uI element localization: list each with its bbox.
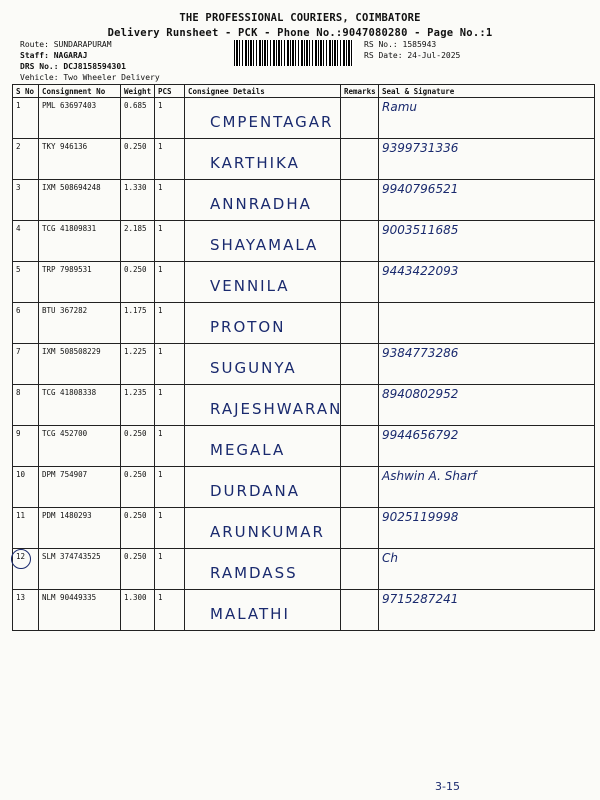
cell-sno-text: 1 — [16, 101, 21, 110]
cell-consignee — [185, 426, 341, 467]
cell-sno-text: 9 — [16, 429, 21, 438]
cell-consignment-no-text: DPM 754907 — [42, 470, 88, 479]
cell-weight-text: 0.250 — [124, 552, 147, 561]
cell-remarks — [341, 549, 379, 590]
col-header-consignment: Consignment No — [39, 85, 121, 98]
table-row — [13, 508, 595, 549]
cell-pcs-text: 1 — [158, 511, 163, 520]
cell-remarks — [341, 344, 379, 385]
cell-sno-text: 3 — [16, 183, 21, 192]
cell-sno-text: 10 — [16, 470, 26, 479]
consignee-name: KARTHIKA — [210, 154, 300, 172]
cell-consignment-no — [39, 98, 121, 139]
signature-text: Ch — [382, 551, 398, 565]
cell-sno-text: 6 — [16, 306, 21, 315]
consignee-name: RAJESHWARAN — [210, 400, 343, 418]
col-header-consignee: Consignee Details — [185, 85, 341, 98]
route-label: Route: SUNDARAPURAM — [20, 40, 112, 49]
cell-consignee — [185, 467, 341, 508]
cell-consignee — [185, 549, 341, 590]
consignee-name: ANNRADHA — [210, 195, 312, 213]
cell-weight — [121, 139, 155, 180]
cell-pcs-text: 1 — [158, 552, 163, 561]
company-title: THE PROFESSIONAL COURIERS, COIMBATORE — [179, 12, 421, 24]
cell-sno — [13, 426, 39, 467]
cell-sno — [13, 98, 39, 139]
consignee-name: RAMDASS — [210, 564, 298, 582]
cell-signature — [379, 344, 595, 385]
cell-pcs — [155, 139, 185, 180]
cell-pcs-text: 1 — [158, 183, 163, 192]
cell-remarks — [341, 139, 379, 180]
table-row — [13, 139, 595, 180]
cell-remarks — [341, 98, 379, 139]
cell-consignment-no — [39, 590, 121, 631]
cell-weight-text: 0.250 — [124, 429, 147, 438]
cell-weight — [121, 262, 155, 303]
col-header-remarks: Remarks — [341, 85, 379, 98]
cell-pcs — [155, 344, 185, 385]
signature-text: 9025119998 — [382, 510, 459, 524]
consignee-name: MALATHI — [210, 605, 290, 623]
table-row — [13, 385, 595, 426]
cell-signature — [379, 549, 595, 590]
consignee-name: DURDANA — [210, 482, 300, 500]
cell-pcs — [155, 549, 185, 590]
cell-consignment-no — [39, 549, 121, 590]
cell-sno — [13, 262, 39, 303]
cell-weight-text: 0.250 — [124, 470, 147, 479]
vehicle-label: Vehicle: Two Wheeler Delivery — [20, 73, 160, 82]
cell-pcs — [155, 508, 185, 549]
signature-text: 9003511685 — [382, 223, 459, 237]
cell-weight — [121, 344, 155, 385]
cell-consignment-no-text: TCG 41808338 — [42, 388, 97, 397]
staff-label: Staff: NAGARAJ — [20, 51, 88, 60]
cell-weight — [121, 549, 155, 590]
drs-label: DRS No.: DCJ8158594301 — [20, 62, 126, 71]
cell-signature — [379, 467, 595, 508]
cell-sno — [13, 385, 39, 426]
table-row — [13, 221, 595, 262]
cell-consignment-no — [39, 467, 121, 508]
cell-signature — [379, 262, 595, 303]
rs-date: RS Date: 24-Jul-2025 — [364, 51, 461, 60]
cell-sno — [13, 508, 39, 549]
cell-pcs-text: 1 — [158, 470, 163, 479]
cell-remarks — [341, 385, 379, 426]
cell-consignment-no-text: TCG 452700 — [42, 429, 88, 438]
cell-pcs — [155, 98, 185, 139]
cell-pcs-text: 1 — [158, 347, 163, 356]
signature-text: 9399731336 — [382, 141, 459, 155]
signature-text: 9944656792 — [382, 428, 459, 442]
cell-weight-text: 1.300 — [124, 593, 147, 602]
cell-remarks — [341, 590, 379, 631]
cell-weight — [121, 98, 155, 139]
consignee-name: MEGALA — [210, 441, 286, 459]
cell-weight — [121, 221, 155, 262]
cell-sno-text: 8 — [16, 388, 21, 397]
consignee-name: SUGUNYA — [210, 359, 297, 377]
cell-remarks — [341, 303, 379, 344]
cell-pcs-text: 1 — [158, 593, 163, 602]
cell-pcs-text: 1 — [158, 388, 163, 397]
cell-remarks — [341, 467, 379, 508]
cell-consignment-no-text: TKY 946136 — [42, 142, 88, 151]
col-header-signature: Seal & Signature — [379, 85, 595, 98]
runsheet-table — [12, 84, 595, 631]
signature-text: 8940802952 — [382, 387, 459, 401]
cell-consignment-no — [39, 303, 121, 344]
cell-weight-text: 1.225 — [124, 347, 147, 356]
cell-consignee — [185, 590, 341, 631]
cell-consignee — [185, 262, 341, 303]
table-row — [13, 98, 595, 139]
footer-note: 3-15 — [435, 780, 460, 793]
cell-signature — [379, 385, 595, 426]
cell-weight — [121, 590, 155, 631]
cell-sno-text: 13 — [16, 593, 26, 602]
cell-remarks — [341, 221, 379, 262]
cell-pcs-text: 1 — [158, 429, 163, 438]
cell-signature — [379, 180, 595, 221]
cell-consignment-no — [39, 344, 121, 385]
table-header-row — [13, 85, 595, 98]
cell-consignment-no — [39, 426, 121, 467]
table-row — [13, 303, 595, 344]
cell-remarks — [341, 262, 379, 303]
cell-weight-text: 0.685 — [124, 101, 147, 110]
table-row — [13, 549, 595, 590]
cell-consignee — [185, 139, 341, 180]
signature-text: Ramu — [382, 100, 417, 114]
cell-weight-text: 1.330 — [124, 183, 147, 192]
cell-signature — [379, 98, 595, 139]
cell-consignment-no — [39, 139, 121, 180]
cell-weight-text: 2.185 — [124, 224, 147, 233]
circle-mark — [11, 549, 31, 569]
cell-pcs-text: 1 — [158, 101, 163, 110]
cell-pcs — [155, 385, 185, 426]
cell-weight — [121, 180, 155, 221]
consignee-name: SHAYAMALA — [210, 236, 319, 254]
cell-pcs-text: 1 — [158, 142, 163, 151]
cell-consignee — [185, 344, 341, 385]
cell-weight — [121, 467, 155, 508]
cell-sno — [13, 467, 39, 508]
consignee-name: CMPENTAGAR — [210, 113, 334, 131]
cell-pcs — [155, 262, 185, 303]
cell-sno-text: 12 — [16, 552, 26, 561]
cell-consignment-no-text: SLM 374743525 — [42, 552, 101, 561]
cell-sno — [13, 590, 39, 631]
cell-remarks — [341, 426, 379, 467]
cell-sno — [13, 303, 39, 344]
cell-signature — [379, 303, 595, 344]
col-header-weight: Weight — [121, 85, 155, 98]
cell-signature — [379, 221, 595, 262]
cell-pcs — [155, 590, 185, 631]
cell-pcs — [155, 467, 185, 508]
cell-sno — [13, 139, 39, 180]
cell-consignment-no-text: IXM 508508229 — [42, 347, 101, 356]
cell-consignment-no — [39, 385, 121, 426]
cell-consignment-no — [39, 180, 121, 221]
cell-weight — [121, 303, 155, 344]
cell-remarks — [341, 180, 379, 221]
consignee-name: PROTON — [210, 318, 286, 336]
cell-pcs — [155, 221, 185, 262]
cell-weight-text: 1.175 — [124, 306, 147, 315]
cell-sno-text: 2 — [16, 142, 21, 151]
cell-pcs-text: 1 — [158, 306, 163, 315]
signature-text: 9384773286 — [382, 346, 459, 360]
table-row — [13, 262, 595, 303]
cell-signature — [379, 139, 595, 180]
cell-weight-text: 0.250 — [124, 511, 147, 520]
cell-weight-text: 1.235 — [124, 388, 147, 397]
table-row — [13, 426, 595, 467]
cell-weight — [121, 385, 155, 426]
cell-pcs — [155, 426, 185, 467]
cell-sno-text: 5 — [16, 265, 21, 274]
cell-weight — [121, 508, 155, 549]
runsheet-subtitle: Delivery Runsheet - PCK - Phone No.:9047080280 - Page No.:1 — [107, 27, 493, 39]
consignee-name: ARUNKUMAR — [210, 523, 325, 541]
cell-consignment-no-text: BTU 367282 — [42, 306, 88, 315]
barcode — [234, 40, 354, 66]
cell-consignment-no-text: PML 63697403 — [42, 101, 97, 110]
table-row — [13, 590, 595, 631]
col-header-pcs: PCS — [155, 85, 185, 98]
signature-text: 9715287241 — [382, 592, 459, 606]
cell-signature — [379, 508, 595, 549]
table-row — [13, 180, 595, 221]
cell-weight-text: 0.250 — [124, 265, 147, 274]
cell-consignment-no-text: NLM 90449335 — [42, 593, 97, 602]
cell-consignment-no-text: PDM 1480293 — [42, 511, 92, 520]
cell-consignment-no — [39, 221, 121, 262]
table-row — [13, 467, 595, 508]
cell-sno-text: 7 — [16, 347, 21, 356]
cell-consignment-no-text: TCG 41809831 — [42, 224, 97, 233]
cell-consignee — [185, 303, 341, 344]
cell-sno — [13, 344, 39, 385]
table-row — [13, 344, 595, 385]
signature-text: 9443422093 — [382, 264, 459, 278]
rs-number: RS No.: 1585943 — [364, 40, 437, 49]
signature-text: Ashwin A. Sharf — [382, 469, 477, 483]
cell-consignee — [185, 221, 341, 262]
cell-consignment-no — [39, 262, 121, 303]
cell-weight-text: 0.250 — [124, 142, 147, 151]
cell-consignee — [185, 385, 341, 426]
cell-weight — [121, 426, 155, 467]
cell-signature — [379, 426, 595, 467]
signature-text: 9940796521 — [382, 182, 459, 196]
cell-consignee — [185, 98, 341, 139]
consignee-name: VENNILA — [210, 277, 290, 295]
cell-consignee — [185, 180, 341, 221]
cell-pcs-text: 1 — [158, 224, 163, 233]
cell-sno — [13, 549, 39, 590]
cell-consignment-no — [39, 508, 121, 549]
cell-consignment-no-text: TRP 7989531 — [42, 265, 92, 274]
cell-pcs — [155, 180, 185, 221]
cell-sno — [13, 180, 39, 221]
cell-remarks — [341, 508, 379, 549]
cell-consignee — [185, 508, 341, 549]
cell-sno-text: 4 — [16, 224, 21, 233]
col-header-sno: S No — [13, 85, 39, 98]
cell-pcs — [155, 303, 185, 344]
cell-sno — [13, 221, 39, 262]
cell-pcs-text: 1 — [158, 265, 163, 274]
cell-consignment-no-text: IXM 508694248 — [42, 183, 101, 192]
cell-sno-text: 11 — [16, 511, 26, 520]
cell-signature — [379, 590, 595, 631]
